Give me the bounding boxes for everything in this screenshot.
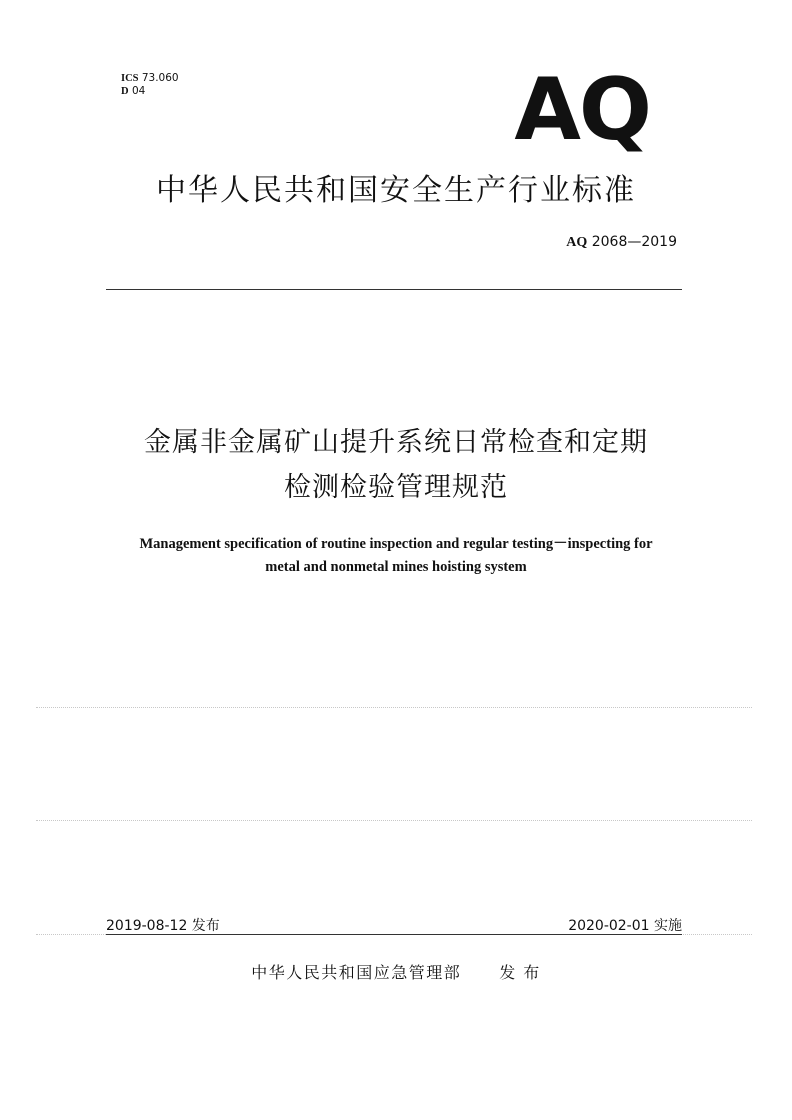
- ics-line: [121, 72, 179, 85]
- ics-code: 73.060: [141, 72, 179, 84]
- standard-number-prefix: AQ: [566, 235, 588, 250]
- title-en-line1: Management specification of routine inspection and regular testing－inspecting for: [139, 536, 653, 552]
- ccs-label: D: [121, 86, 129, 97]
- dotted-guide-2: [36, 820, 752, 821]
- ccs-code: 04: [131, 85, 146, 97]
- title-en-line2: metal and nonmetal mines hoisting system: [265, 559, 527, 575]
- standard-category-title: 中华人民共和国安全生产行业标准: [156, 173, 636, 208]
- dotted-guide-1: [36, 707, 752, 708]
- standard-number: [566, 234, 677, 251]
- standard-number-value: 2068—2019: [591, 234, 677, 250]
- classification-codes: [121, 72, 179, 98]
- issue-date: 2019-08-12 发布: [106, 918, 220, 934]
- header-divider: [106, 289, 682, 290]
- footer-divider: [106, 934, 682, 935]
- title-zh-line1: 金属非金属矿山提升系统日常检查和定期: [144, 427, 648, 458]
- issuer-line: [0, 960, 792, 983]
- aq-logo-mark: AQ: [514, 60, 650, 160]
- ccs-line: [121, 85, 179, 98]
- issuer-action: 发 布: [499, 963, 541, 982]
- ics-label: ICS: [121, 73, 139, 84]
- implementation-date: 2020-02-01 实施: [568, 918, 682, 934]
- title-zh-line2: 检测检验管理规范: [284, 472, 508, 503]
- issuer-name: 中华人民共和国应急管理部: [251, 963, 462, 982]
